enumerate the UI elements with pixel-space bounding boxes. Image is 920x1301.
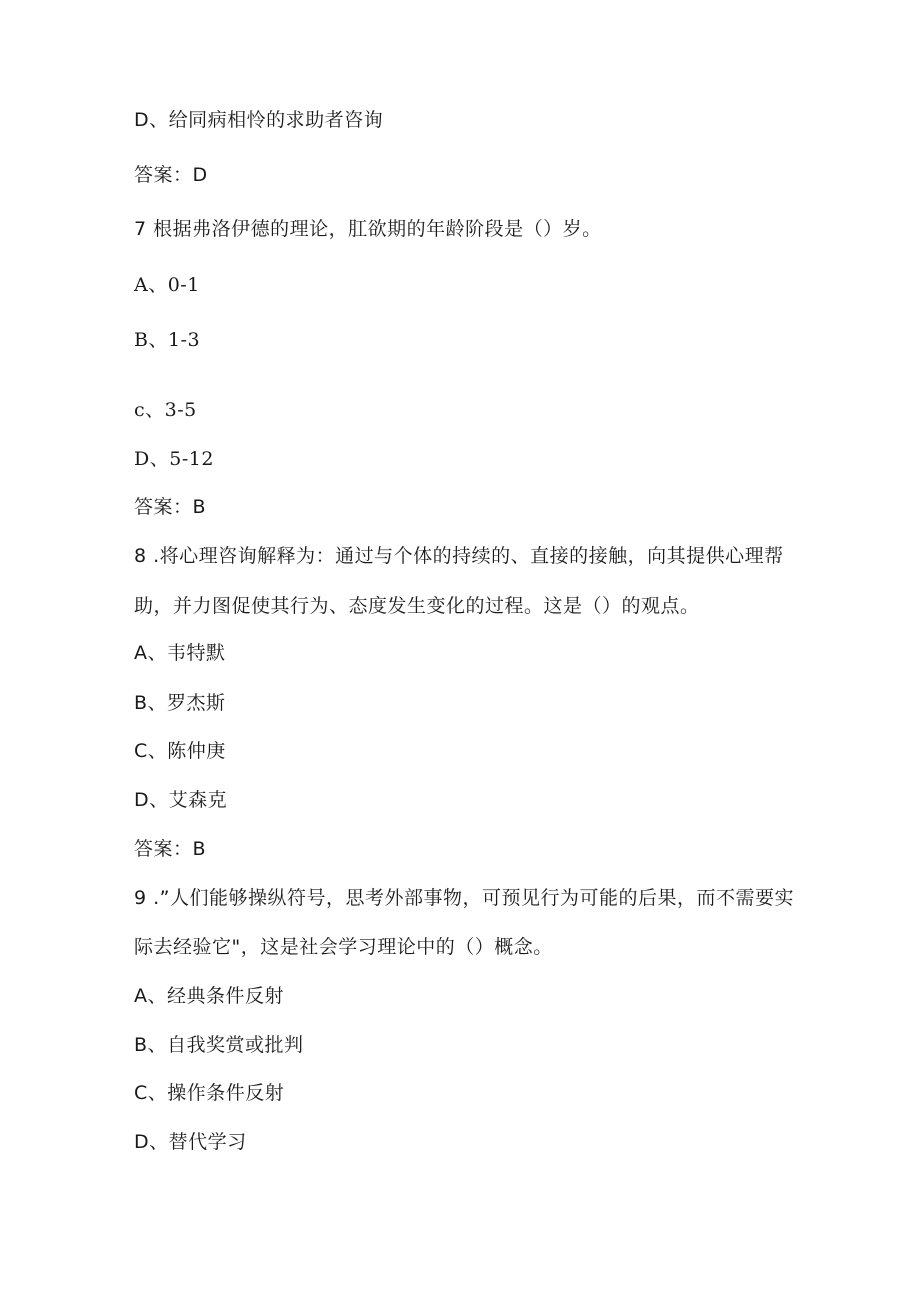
q7-option-d: D、5-12 <box>134 448 214 470</box>
q8-option-a: A、韦特默 <box>134 642 226 664</box>
q9-option-a: A、经典条件反射 <box>134 985 284 1007</box>
q8-option-d: D、艾森克 <box>134 789 228 811</box>
q9-question-line1: 9 .”人们能够操纵符号，思考外部事物，可预见行为可能的后果，而不需要实 <box>134 887 795 909</box>
q8-option-b: B、罗杰斯 <box>134 692 226 714</box>
q7-option-a: A、0-1 <box>134 274 200 296</box>
q6-option-d: D、给同病相怜的求助者咨询 <box>134 109 384 131</box>
q7-question: 7 根据弗洛伊德的理论，肛欲期的年龄阶段是（）岁。 <box>134 218 602 240</box>
q7-answer: 答案：B <box>134 496 207 518</box>
q8-question-line2: 助，并力图促使其行为、态度发生变化的过程。这是（）的观点。 <box>134 595 700 617</box>
q9-option-c: C、操作条件反射 <box>134 1082 285 1104</box>
q7-option-b: B、1-3 <box>134 329 201 351</box>
q9-option-d: D、替代学习 <box>134 1131 247 1153</box>
q8-question-line1: 8 .将心理咨询解释为：通过与个体的持续的、直接的接触，向其提供心理帮 <box>134 545 784 567</box>
q7-option-c: c、3-5 <box>134 399 197 421</box>
q9-option-b: B、自我奖赏或批判 <box>134 1034 304 1056</box>
q8-option-c: C、陈仲庚 <box>134 740 226 762</box>
q6-answer: 答案：D <box>134 164 208 186</box>
q8-answer: 答案：B <box>134 838 207 860</box>
q9-question-line2: 际去经验它"，这是社会学习理论中的（）概念。 <box>134 936 553 958</box>
